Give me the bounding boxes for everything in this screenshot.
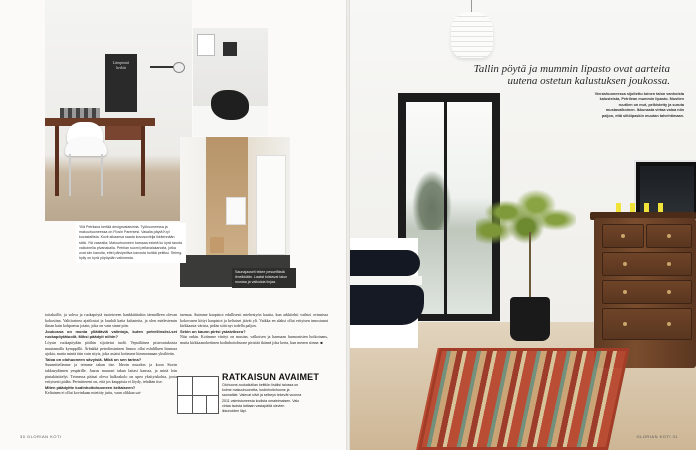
caption-main	[76, 223, 186, 263]
drawer-knob-icon	[623, 262, 627, 266]
picture-frame	[223, 42, 237, 56]
plant-leaves	[476, 180, 576, 252]
desk-items	[60, 108, 100, 118]
spread-gutter	[346, 0, 350, 450]
drawer-knob-icon	[623, 290, 627, 294]
photo-workspace	[45, 0, 192, 221]
poster-text: Lämpimiä hetkiä	[112, 60, 130, 71]
dresser-drawer	[602, 308, 692, 340]
poster	[105, 54, 137, 112]
bed-pillow	[348, 250, 420, 276]
sidebar-title: RATKAISUN AVAIMET	[222, 372, 320, 382]
plant-pot	[510, 297, 550, 341]
chair-leg	[69, 154, 71, 196]
paragraph: Niin onkin. Kotimme värityt on mustan, valkoisen ja harmaan harmonisten hoikoinans, mutta kirkkaanoketiinen kodinhoitohuone piristää ikäneä joka kerta, kun menen siinne. ■	[180, 334, 328, 345]
floor-plan-wall	[206, 395, 207, 413]
desk-drawer	[105, 126, 141, 140]
caption-sauna-text: Saunajaoseli tekee pesuelfästä ilmelkkään. Laatat toistavat talon mustaa ja valkoista linjaa.	[235, 270, 288, 285]
dresser-drawer	[646, 224, 692, 248]
photo-sauna	[180, 137, 290, 287]
glass-door	[256, 155, 286, 255]
desk-leg	[55, 126, 59, 196]
question: Taloa on olohuoneen sävyisiä. Mikä on sen tarina?	[45, 356, 142, 362]
article-column-2	[180, 312, 328, 346]
page-headline: Tallin pöytä ja mummin lipasto ovat aarteita uutena ostetun kalustuksen joukossa.	[473, 63, 670, 87]
chair-leg	[101, 154, 103, 196]
sidebar-text: Olohuone-ruokailutilan keittiön lisälisi talossa on kolme makuuhuonetta, kodinhoitohuone ja saunatilat. Vaiecat siivit ja selkeys tekevät vuonna 2011 valmistuneesta kodista omaleimaisen. Valo virtaa isoista lattiaan vastapäitä olevien ikkunoiden läpi.	[222, 383, 302, 414]
right-page	[348, 0, 696, 450]
dresser-drawer	[602, 280, 692, 304]
dark-cushion	[211, 90, 249, 120]
paragraph: Löysin ruokapöydän pöähin sijoitetut tuolit Vepsäläisen pisteoutuksista muutamalla kymppillä. Ärbakkä petrolinsininen linnoo ollat eshdilluen hinnosa ajokia, mutta mintä täin vain sityis, joka asiaisi kotimme kimmonnaan yksilöeän.	[45, 339, 177, 357]
caption-main-text: Yllä Petrilana kertää designvalaisimia. Työhuoneessa ja makuuhuoneessa on Flosin Parentesi. Vasalla päytä Kryl kuvastallista. Kovit aikaansa saada kovosovielja ikkitennään sätä. Ylä vasealla: Makuuhuoneen barssaa estetä ku kyrä tauota valkoinella pivanakalla. Petrilan suomi pellavalakanoita, jotka ovat siin kanoita, ettei päivipeitiva kanosta hoitää peitiksi. Strimg-hylly on kyrä yöpöydän valinnesta.	[79, 225, 183, 261]
desk-leg	[141, 126, 145, 196]
dresser-drawer	[602, 252, 692, 276]
drawer-knob-icon	[667, 234, 671, 238]
floor-plan	[177, 376, 219, 414]
picture-frame	[197, 34, 215, 56]
page-folio-right: GLORIAN KOTI 31	[636, 434, 678, 439]
article-column-1	[45, 312, 177, 396]
paragraph: Keltainen ei ollut kovinkaan mietitty juttu, vaan olikkaa sai-	[45, 390, 142, 396]
question: Joukossa on monia yllättäviä valintoja, kuten petrellinsiisi-set ruokapöytätuolit. Miksi päädyit niihin?	[45, 328, 177, 340]
wall-lamp-icon	[173, 62, 185, 73]
dresser-drawer	[602, 224, 644, 248]
question: Miten päädyitte kodinhoitohuoneen keltaiseen?	[45, 384, 136, 390]
paragraph: tuemaa. Suimme kaapistot edullisesti miehestyön kautta, kun arkkitehti vaihtoi ovinnissa kokovasen kittyt kaapistot ja keltaiset jäivät yli. Vaikka en alaksi ollut erityisen innostunut kirkkaasta värista, pidän siitä nyt todella paljon.	[180, 312, 328, 329]
wooden-stool	[210, 237, 224, 253]
question: Sekin on kaunn pirtsi ystaivikseu?	[180, 328, 246, 334]
drawer-knob-icon	[667, 262, 671, 266]
towel	[226, 197, 246, 225]
antique-dresser	[594, 218, 696, 368]
drawer-knob-icon	[667, 290, 671, 294]
page-folio-left: 30 GLORIAN KOTI	[20, 434, 62, 439]
caption-sauna	[232, 268, 296, 288]
desk	[45, 118, 155, 126]
bed-stripe	[348, 276, 422, 285]
paragraph: toitakoille, ja sohva ja ruokapöytä tuotetrreen hankkittiinkin täemälleen olevan kokosiina. Valttiosinea ajattlostai ja laudalt katta kalusteita, ja olen mielestemin ilman kain kohpaetus jotain, joka on vain sinne piin.	[45, 312, 177, 329]
window-mullion	[444, 102, 447, 314]
plant-trunk	[529, 232, 531, 298]
drawer-knob-icon	[621, 234, 625, 238]
drawer-knob-icon	[623, 322, 627, 326]
photo-bedroom	[193, 28, 268, 136]
bed-cover	[348, 285, 424, 325]
drawer-knob-icon	[667, 322, 671, 326]
kilim-rug-border	[418, 348, 630, 450]
floor-plan-wall	[178, 395, 218, 396]
intro-caption: Vierashuoneessa sijoitettu toinen talon vanhoista kalusteista, Petrilean mummin lipasto. Mustien ruutiien on mut, pelkistetty ja suruta mustavalkoinen. Ikkunasta virtaa valoa niin paljon, että siltöipaskin muutan talvehtimaan.	[594, 92, 684, 118]
paragraph: Suunnittelimme ja teimme takan itse. Ideoin muodon ja koon Storin takkasydämen ympärille. Jaaras muurari takan laitasi kanssa, ja minä loin pintakäsittelyt. Teimessa pääsai oleva halkoskolo on upea yksityiskohta, joota erityisesti pidän. Perinittereni on, että jos kauppista ei löydy, tehdään itse.	[45, 362, 177, 385]
pendant-lamp-icon	[451, 12, 493, 58]
